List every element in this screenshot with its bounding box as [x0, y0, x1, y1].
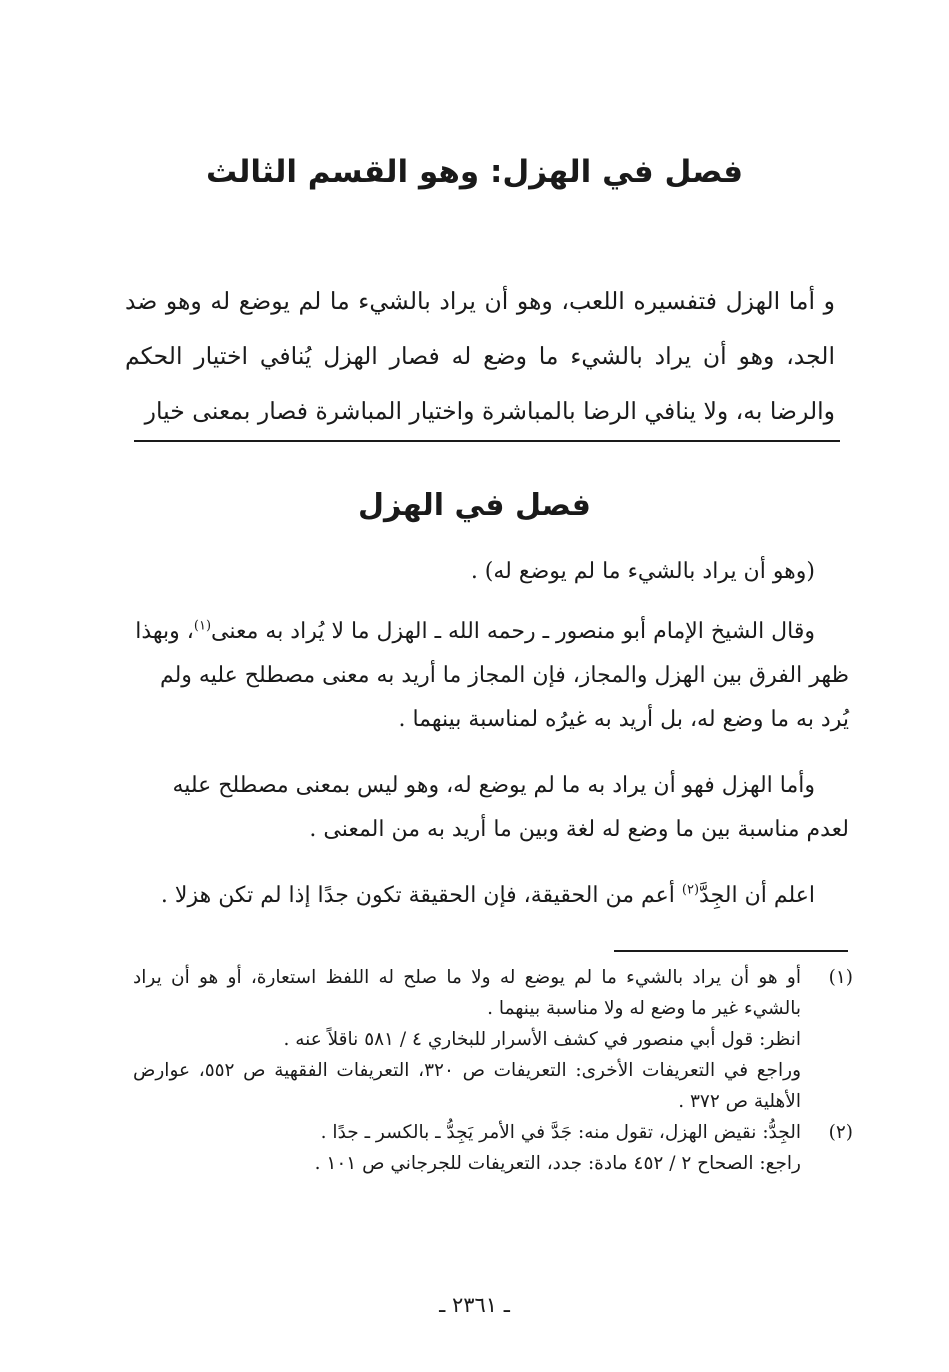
page-number: ـ ٢٣٦١ ـ — [439, 1293, 510, 1317]
footnote-2 — [133, 1117, 853, 1179]
page-title: فصل في الهزل: وهو القسم الثالث — [205, 154, 744, 190]
footnote-ref-1[interactable]: (١) — [193, 618, 212, 634]
footnote-ref-2[interactable]: (٢) — [681, 882, 700, 898]
quote-line-block — [134, 550, 849, 594]
footnote-line: وراجع في التعريفات الأخرى: التعريفات ص ٣٢٠، التعريفات الفقهية ص ٥٥٢، عوارض الأهلية ص ٣٧٢ . — [133, 1060, 801, 1112]
footnotes — [133, 962, 853, 1179]
paragraph-3-text-b: أعم من الحقيقة، فإن الحقيقة تكون جدًا إذا لم تكن هزلا . — [160, 883, 682, 908]
paragraph-3 — [134, 874, 849, 918]
intro-paragraph: و أما الهزل فتفسيره اللعب، وهو أن يراد بالشيء ما لم يوضع له وهو ضد الجد، وهو أن يراد بالشيء ما وضع له فصار الهزل يُنافي اختيار الحكم والرضا به، ولا ينافي الرضا بالمباشرة واختيار المباشرة فصار بمعنى خيار — [125, 287, 835, 425]
quote-line: (وهو أن يراد بالشيء ما لم يوضع له) . — [470, 559, 815, 584]
footnote-line: أو هو أن يراد بالشيء ما لم يوضع له ولا ما صلح له اللفظ استعارة، أو هو أن يراد بالشيء غير ما وضع له ولا مناسبة بينهما . — [133, 967, 801, 1019]
footnote-number: (١) — [828, 967, 853, 988]
paragraph-3-text-a: اعلم أن الجِدَّ — [699, 883, 815, 908]
footnote-line: انظر: قول أبي منصور في كشف الأسرار للبخاري ٤ / ٥٨١ ناقلاً عنه . — [283, 1029, 801, 1050]
paragraph-2-text: وأما الهزل فهو أن يراد به ما لم يوضع له، وهو ليس بمعنى مصطلح عليه لعدم مناسبة بين ما وضع له لغة وبين ما أريد به من المعنى . — [172, 773, 849, 842]
footnote-line: الجِدُّ: نقيض الهزل، تقول منه: جَدَّ في الأمر يَجِدُّ ـ بالكسر ـ جدًا . — [320, 1122, 801, 1143]
footnote-number: (٢) — [828, 1122, 853, 1143]
paragraph-2 — [134, 764, 849, 852]
footnote-1 — [133, 962, 853, 1117]
footnote-separator — [614, 950, 848, 952]
paragraph-1 — [134, 610, 849, 742]
section-divider — [134, 440, 840, 442]
paragraph-1-text-b: ، وبهذا ظهر الفرق بين الهزل والمجاز، فإن المجاز ما أريد به معنى مصطلح عليه ولم يُرد به ما وضع له، بل أريد به غيرُه لمناسبة بينهما . — [135, 619, 849, 732]
section-title: فصل في الهزل — [358, 488, 591, 523]
footnote-line: راجع: الصحاح ٢ / ٤٥٢ مادة: جدد، التعريفات للجرجاني ص ١٠١ . — [314, 1153, 801, 1174]
paragraph-1-text-a: وقال الشيخ الإمام أبو منصور ـ رحمه الله ـ الهزل ما لا يُراد به معنى — [211, 619, 815, 644]
